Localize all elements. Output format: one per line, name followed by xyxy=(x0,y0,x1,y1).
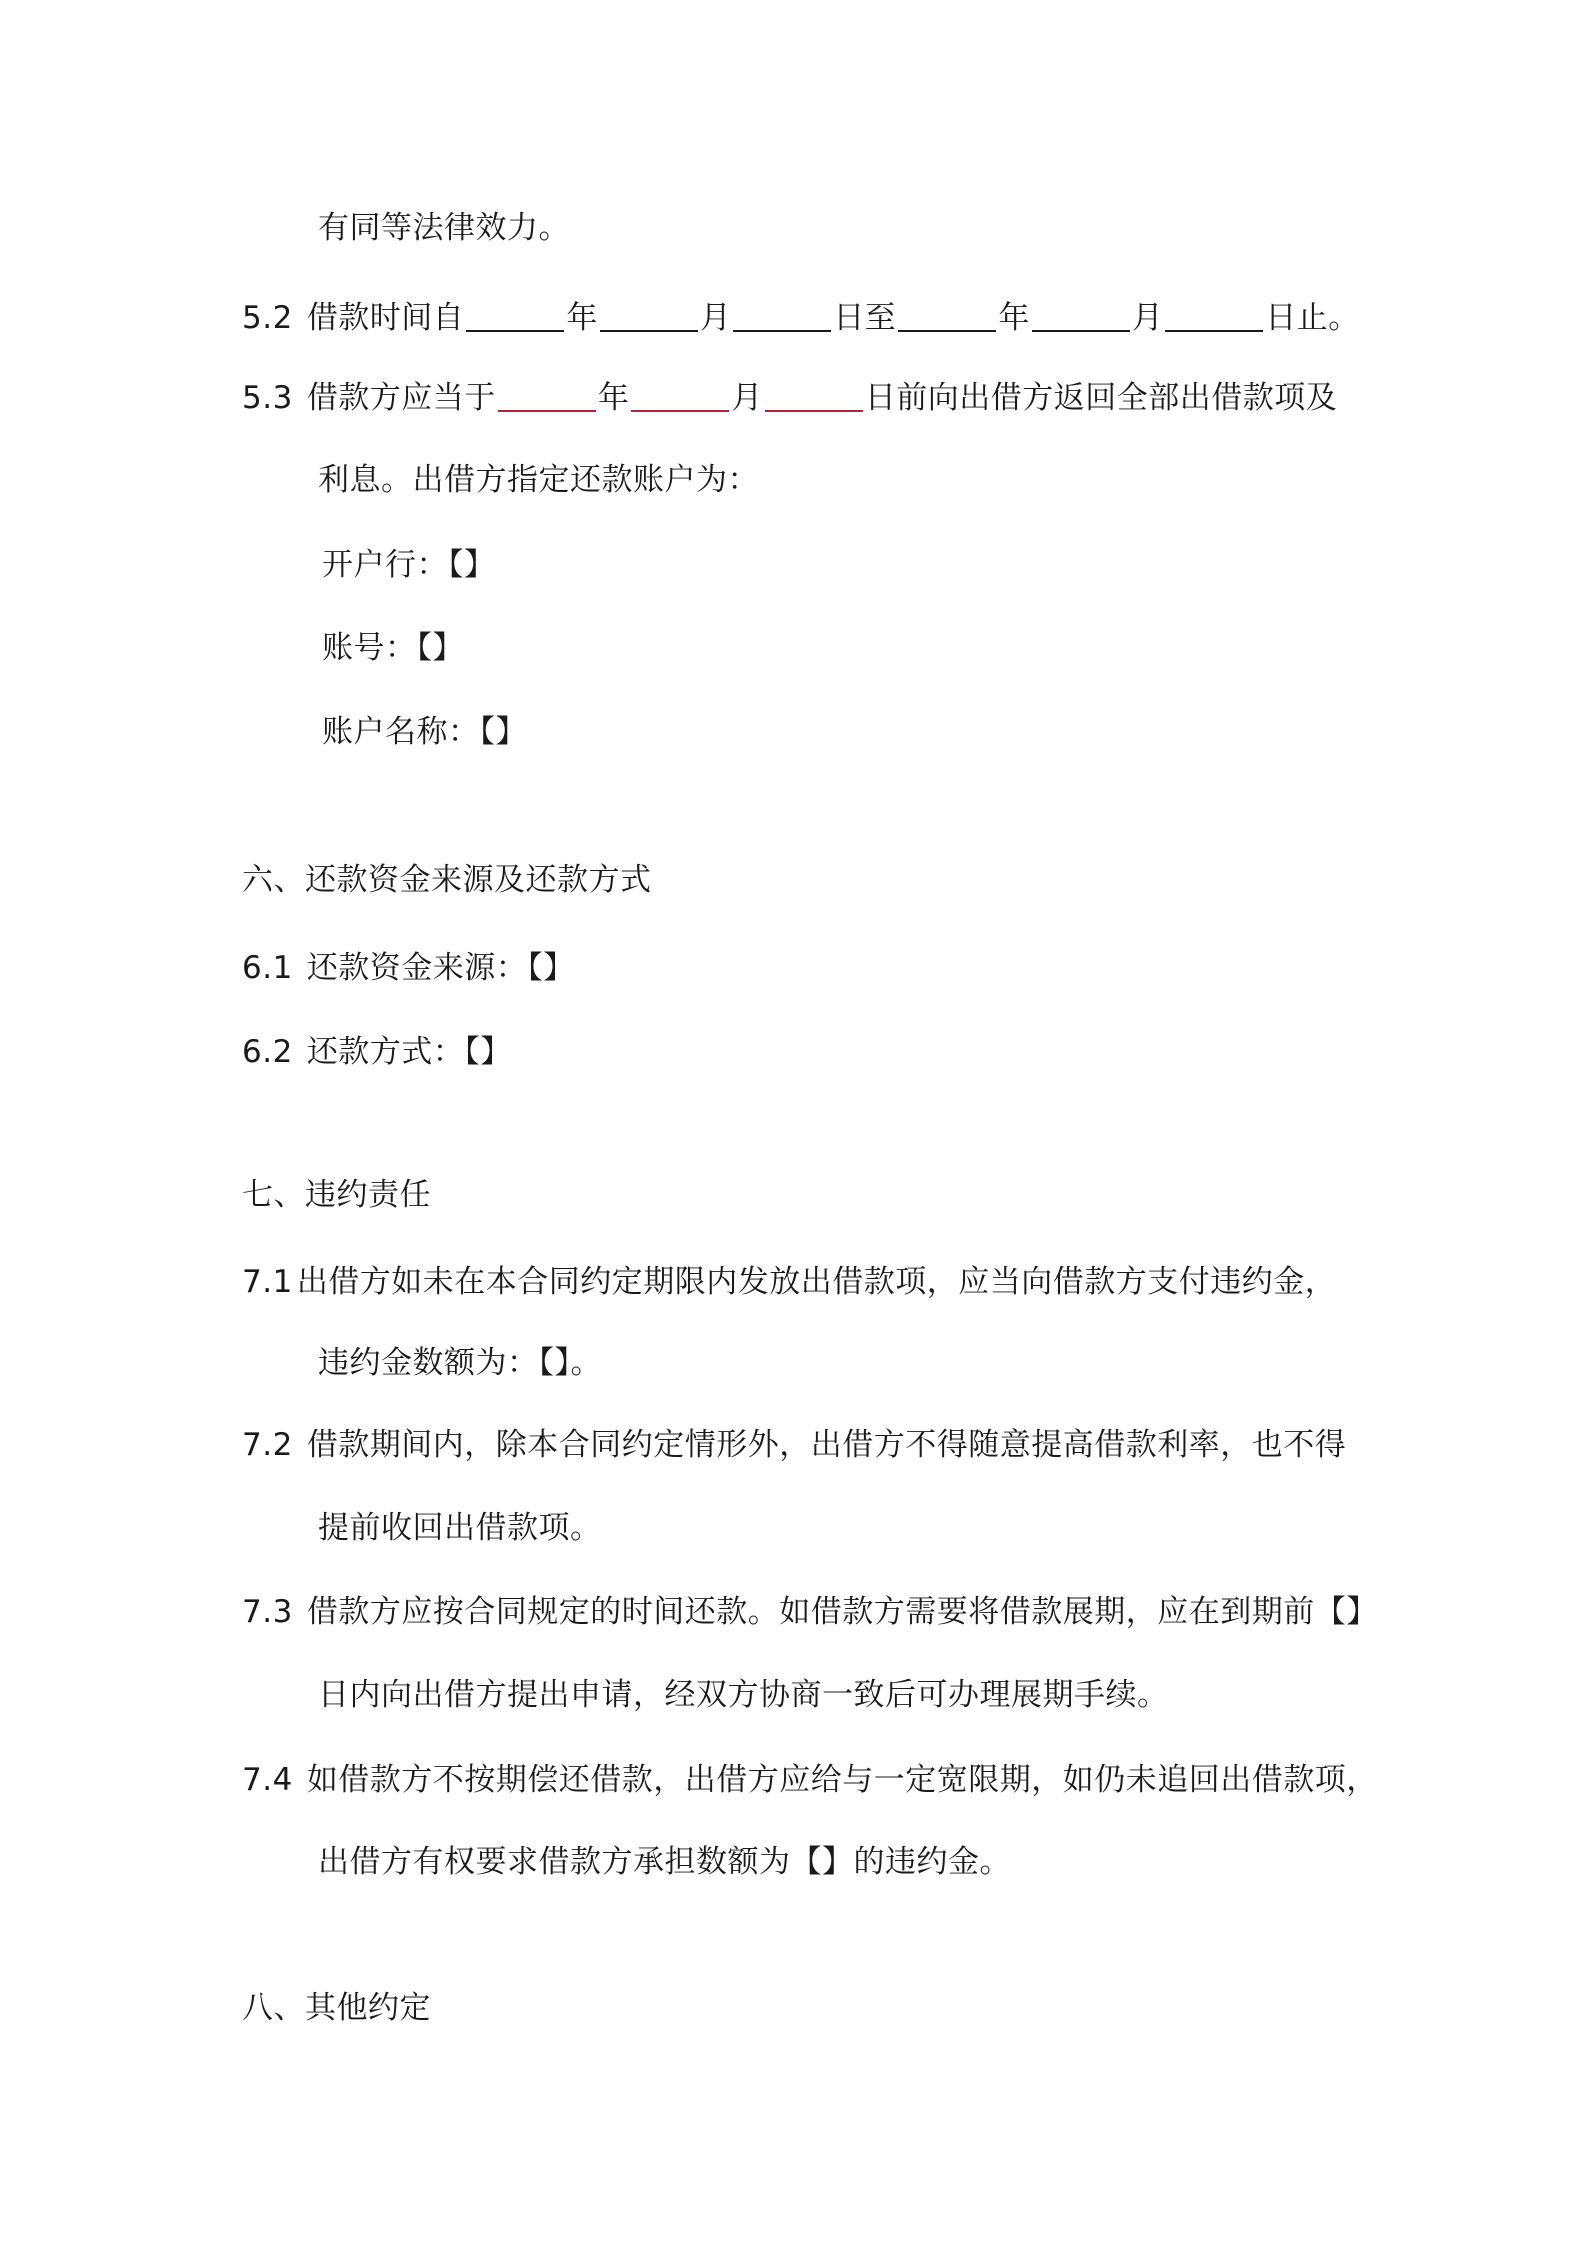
blank-field[interactable] xyxy=(498,380,596,412)
blank-field[interactable] xyxy=(898,300,996,332)
unit-label: 月 xyxy=(699,300,732,336)
section-heading-7: 七、违约责任 xyxy=(242,1177,431,1213)
clause-text: 如借款方不按期偿还借款，出借方应给与一定宽限期，如仍未追回出借款项， xyxy=(306,1762,1378,1798)
unit-label: 日至 xyxy=(833,300,897,336)
section-heading-6: 六、还款资金来源及还款方式 xyxy=(242,862,652,898)
clause-text: 出借方如未在本合同约定期限内发放出借款项，应当向借款方支付违约金， xyxy=(296,1264,1337,1300)
clause-number: 5.2 xyxy=(242,300,293,336)
clause-number: 5.3 xyxy=(242,380,293,416)
bank-line: 开户行：【】 xyxy=(322,547,496,583)
clause-number: 7.3 xyxy=(242,1594,293,1630)
clause-text: 还款方式：【】 xyxy=(306,1034,512,1070)
account-line: 账号：【】 xyxy=(322,630,464,666)
clause-7-2 xyxy=(242,1425,1346,1465)
section-heading-8: 八、其他约定 xyxy=(242,1990,431,2026)
clause-6-1 xyxy=(242,948,575,988)
clause-text: 借款时间自 xyxy=(306,300,465,336)
clause-7-2-continuation: 提前收回出借款项。 xyxy=(318,1510,602,1546)
blank-field[interactable] xyxy=(765,380,863,412)
blank-field[interactable] xyxy=(466,300,564,332)
unit-label: 年 xyxy=(597,380,630,416)
clause-text: 还款资金来源：【】 xyxy=(306,950,575,986)
clause-7-1-continuation: 违约金数额为：【】。 xyxy=(318,1345,602,1381)
clause-5-3 xyxy=(242,378,1337,418)
clause-6-2 xyxy=(242,1032,512,1072)
unit-label: 月 xyxy=(731,380,763,416)
unit-label: 日止。 xyxy=(1265,300,1360,336)
clause-7-4-continuation: 出借方有权要求借款方承担数额为【】的违约金。 xyxy=(318,1844,1011,1880)
clause-5-3-continuation: 利息。出借方指定还款账户为： xyxy=(318,462,759,498)
clause-number: 7.4 xyxy=(242,1762,293,1798)
clause-number: 6.2 xyxy=(242,1034,293,1070)
clause-7-3-continuation: 日内向出借方提出申请，经双方协商一致后可办理展期手续。 xyxy=(318,1677,1169,1713)
blank-field[interactable] xyxy=(600,300,698,332)
clause-text: 借款方应按合同规定的时间还款。如借款方需要将借款展期，应在到期前【】 xyxy=(306,1594,1378,1630)
blank-field[interactable] xyxy=(1032,300,1130,332)
unit-label: 年 xyxy=(998,300,1030,336)
clause-number: 7.1 xyxy=(242,1264,293,1300)
clause-number: 6.1 xyxy=(242,950,293,986)
blank-field[interactable] xyxy=(631,380,729,412)
clause-7-3 xyxy=(242,1592,1378,1632)
blank-field[interactable] xyxy=(1165,300,1263,332)
account-name-line: 账户名称：【】 xyxy=(322,714,527,750)
unit-label: 月 xyxy=(1131,300,1164,336)
continuation-line: 有同等法律效力。 xyxy=(318,210,570,246)
clause-number: 7.2 xyxy=(242,1427,293,1463)
clause-text: 借款方应当于 xyxy=(306,380,496,416)
clause-text: 借款期间内，除本合同约定情形外，出借方不得随意提高借款利率，也不得 xyxy=(306,1427,1347,1463)
unit-label: 年 xyxy=(566,300,598,336)
blank-field[interactable] xyxy=(733,300,831,332)
clause-5-2 xyxy=(242,298,1360,338)
clause-7-4 xyxy=(242,1760,1378,1800)
unit-label: 日前向出借方返回全部出借款项及 xyxy=(864,380,1338,416)
clause-7-1 xyxy=(242,1262,1336,1302)
